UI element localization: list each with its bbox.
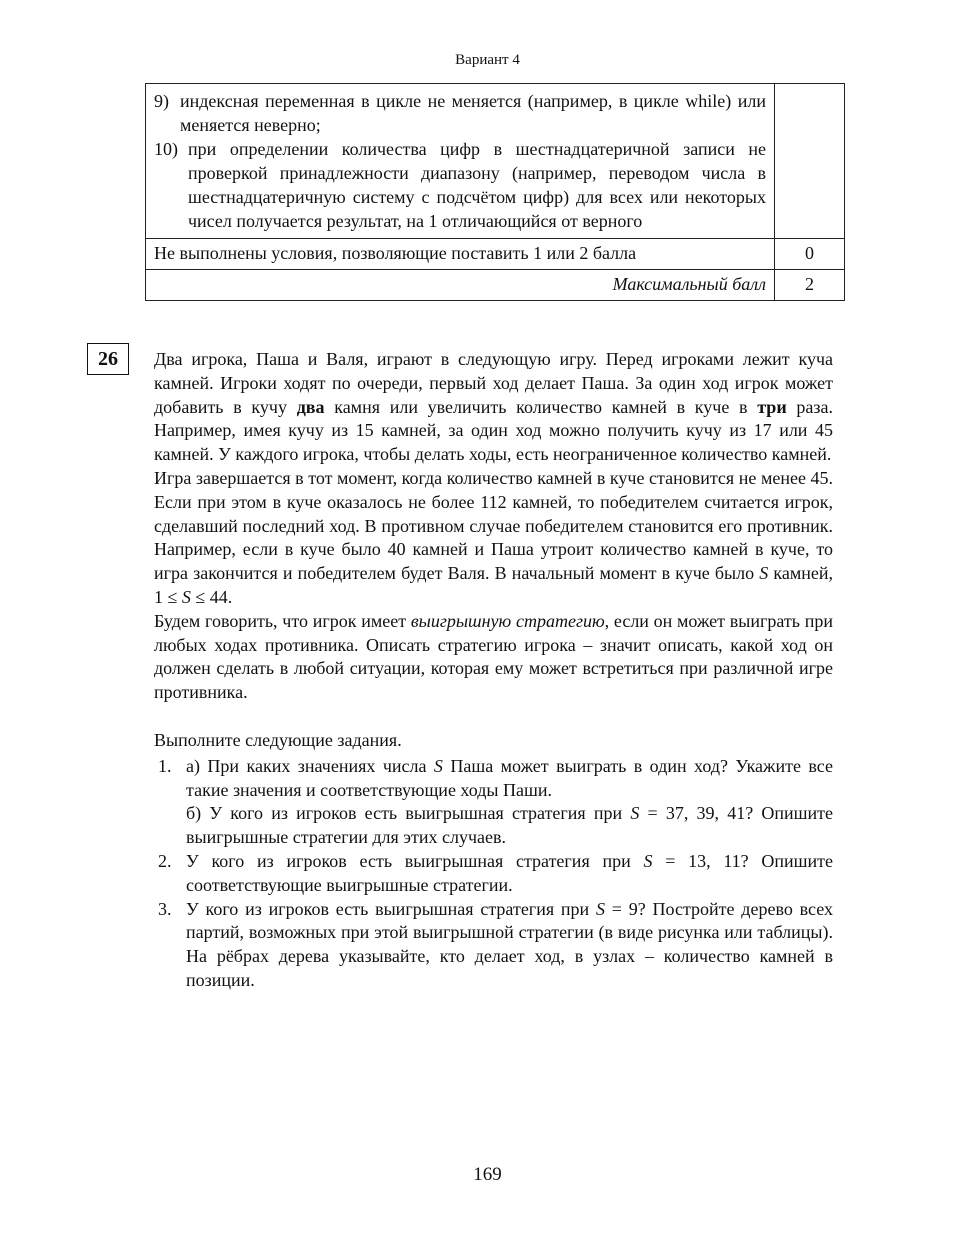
task-paragraph-rules: [154, 348, 833, 467]
definition-text-1: Будем говорить, что игрок имеет: [154, 610, 411, 631]
page-header: Вариант 4: [455, 52, 520, 68]
var-s: S: [433, 755, 443, 776]
rules-text-2: камня или увеличить количество камней в куче в: [324, 396, 758, 417]
task-1a-text-1: а) При каких значениях числа: [186, 755, 434, 776]
var-s: S: [595, 898, 605, 919]
definition-term: выигрышную стратегию: [410, 610, 605, 631]
rules-text-1: Два игрока, Паша и Валя, играют в следующую игру. Перед игроками лежит куча камней. Игроки ходят по очереди, первый ход делает Паша. За один ход игрок может добавить в кучу: [154, 349, 833, 417]
criteria-zero-score: 0: [775, 239, 845, 270]
var-s: S: [759, 563, 769, 584]
end-condition-end: ≤ 44.: [190, 586, 233, 607]
task-item-number: 1.: [158, 755, 172, 776]
item-10-number: 10): [154, 139, 178, 159]
task-item-number: 3.: [158, 898, 172, 919]
criteria-zero-text: Не выполнены условия, позволяющие поставить 1 или 2 балла: [146, 239, 775, 270]
tasks-list: [154, 755, 833, 993]
criteria-item-9: [154, 89, 766, 137]
criteria-row-max: [146, 270, 845, 301]
task-1a-text-2: Паша может выиграть в один ход? Укажите все такие значения и соответствующие ходы Паши.: [186, 755, 834, 800]
criteria-table: [145, 83, 845, 301]
task-1b-text-1: б) У кого из игроков есть выигрышная стратегия при: [186, 803, 631, 824]
rules-bold-two: два: [296, 396, 325, 417]
var-s: S: [181, 586, 191, 607]
task-2-text-1: У кого из игроков есть выигрышная стратегия при: [186, 850, 644, 871]
task-item-number: 2.: [158, 850, 172, 871]
tasks-intro: Выполните следующие задания.: [154, 729, 402, 750]
item-9-number: 9): [154, 91, 169, 111]
task-1b: [186, 802, 833, 850]
rules-text-3: раза. Например, имея кучу из 15 камней, за один ход можно получить кучу из 17 или 45 камней. У каждого игрока, чтобы делать ходы, есть неограниченное количество камней.: [154, 396, 834, 465]
criteria-row-errors: [146, 84, 845, 239]
criteria-row-zero: [146, 239, 845, 270]
page-number: 169: [473, 1164, 502, 1185]
end-condition-mid: камней, 1 ≤: [154, 563, 833, 607]
max-score-label: Максимальный балл: [146, 270, 775, 301]
task-1b-text-2: = 37, 39, 41? Опишите выигрышные стратегии для этих случаев.: [186, 803, 833, 848]
criteria-errors-cell: [146, 84, 775, 239]
var-s: S: [643, 850, 653, 871]
criteria-errors-score-cell: [775, 84, 845, 239]
task-1a: [186, 755, 833, 803]
task-item-2: [154, 850, 833, 898]
var-s: S: [630, 803, 640, 824]
task-item-1: [154, 755, 833, 850]
criteria-item-10: [154, 137, 766, 233]
item-10-text: при определении количества цифр в шестнадцатеричной записи не проверкой принадлежности диапазону (например, переводом числа в шестнадцатеричную систему с подсчётом цифр) для всех или некоторых чисел получается результат, на 1 отличающийся от верного: [188, 139, 766, 231]
rules-bold-three: три: [757, 396, 787, 417]
definition-text-2: , если он может выиграть при любых ходах противника. Описать стратегию игрока – значит описать, какой ход он должен сделать в любой ситуации, которая ему может встретиться при различной игре противника.: [154, 610, 833, 703]
task-2-text-2: = 13, 11? Опишите соответствующие выигрышные стратегии.: [186, 850, 833, 895]
task-item-3: [154, 898, 833, 993]
end-condition-text: Игра завершается в тот момент, когда количество камней в куче становится не менее 45. Если при этом в куче оказалось не более 112 камней, то победителем считается игрок, сделавший последний ход. В противном случае победителем становится его противник. Например, если в куче было 40 камней и Паша утроит количество камней в куче, то игра закончится и победителем будет Валя. В начальный момент в куче было: [154, 467, 833, 584]
task-3-text-2: = 9? Постройте дерево всех партий, возможных при этой выигрышной стратегии (в виде рисунка или таблицы). На рёбрах дерева указывайте, кто делает ход, в узлах – количество камней в позиции.: [186, 898, 833, 990]
task-3-text-1: У кого из игроков есть выигрышная стратегия при: [186, 898, 596, 919]
item-9-text: индексная переменная в цикле не меняется (например, в цикле while) или меняется неверно;: [180, 91, 766, 135]
task-number-box: 26: [87, 343, 129, 375]
strategy-definition: [154, 610, 833, 705]
task-body: [154, 348, 833, 993]
task-paragraph-end-condition: [154, 467, 833, 610]
max-score-value: 2: [775, 270, 845, 301]
